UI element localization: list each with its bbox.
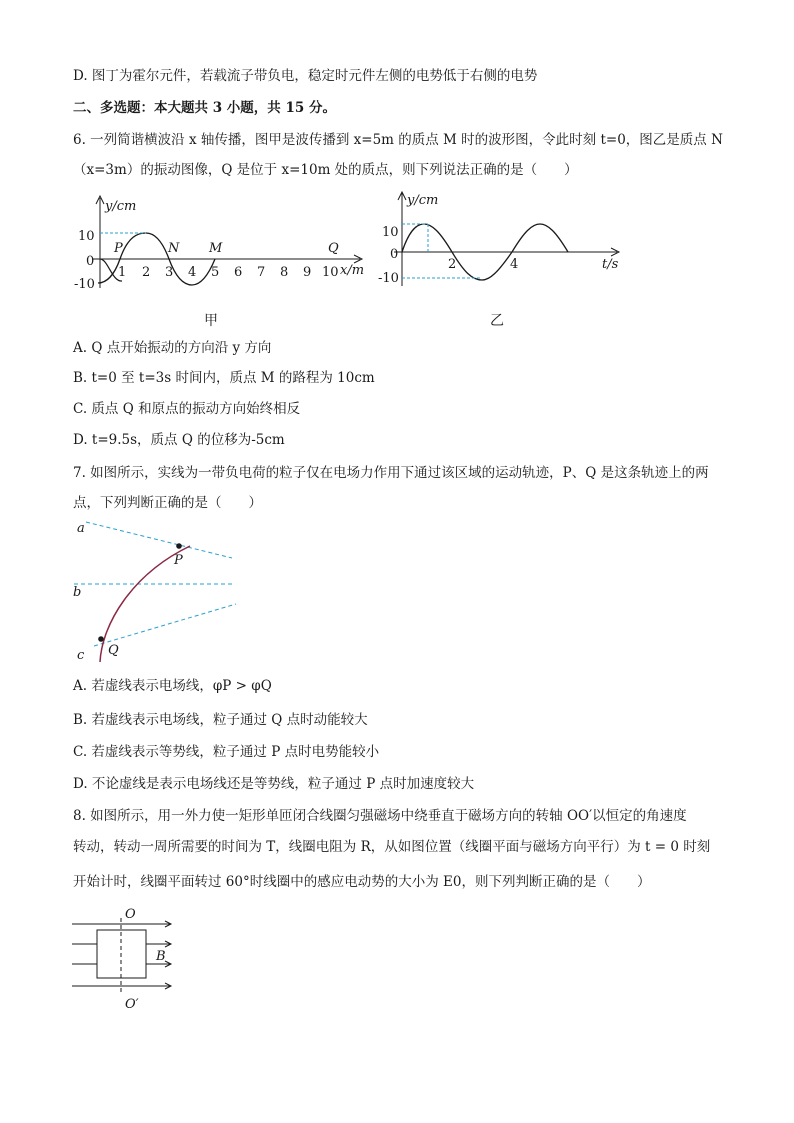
- label-q: Q: [108, 643, 119, 658]
- jia-y10: 10: [78, 229, 95, 244]
- q7-option-b: B. 若虚线表示电场线，粒子通过 Q 点时动能较大: [73, 712, 368, 728]
- q6-stem-1: 6. 一列简谐横波沿 x 轴传播，图甲是波传播到 x=5m 的质点 M 时的波形图，令此时刻 t=0，图乙是质点 N: [73, 132, 723, 148]
- q7-option-c: C. 若虚线表示等势线，粒子通过 P 点时电势能较小: [73, 744, 380, 760]
- yi-y0: 0: [390, 247, 399, 262]
- point-q-dot: [98, 636, 104, 642]
- jia-y0: 0: [86, 254, 95, 269]
- figure-yi-vibration: [372, 186, 632, 296]
- jia-point-p: P: [114, 241, 123, 256]
- q7-stem-2: 点，下列判断正确的是（ ）: [73, 495, 262, 511]
- caption-jia: 甲: [204, 313, 218, 329]
- figure-jia-waveform: [70, 188, 380, 308]
- jia-tick-3: 3: [165, 265, 174, 280]
- label-b-field: B: [156, 949, 166, 964]
- jia-tick-1: 1: [118, 265, 127, 280]
- label-o: O: [125, 907, 136, 922]
- jia-xlabel: x/m: [340, 263, 365, 278]
- caption-yi: 乙: [490, 313, 504, 329]
- figure-q8-coil: [70, 904, 185, 1012]
- yi-ylabel: y/cm: [407, 193, 439, 208]
- jia-point-m: M: [209, 241, 223, 256]
- label-c: c: [77, 648, 85, 663]
- point-p-dot: [176, 543, 182, 549]
- label-b: b: [73, 585, 82, 600]
- yi-xlabel: t/s: [602, 257, 619, 272]
- label-o-prime: O′: [125, 997, 139, 1012]
- q6-option-b: B. t=0 至 t=3s 时间内，质点 M 的路程为 10cm: [73, 370, 375, 386]
- jia-tick-5: 5: [211, 265, 220, 280]
- jia-tick-10: 10: [322, 265, 339, 280]
- q5-option-d: D. 图丁为霍尔元件，若载流子带负电，稳定时元件左侧的电势低于右侧的电势: [73, 68, 538, 84]
- label-a: a: [77, 521, 85, 536]
- q8-stem-3: 开始计时，线圈平面转过 60°时线圈中的感应电动势的大小为 E0，则下列判断正确的是（ ）: [73, 874, 651, 890]
- q6-option-c: C. 质点 Q 和原点的振动方向始终相反: [73, 401, 301, 417]
- yi-ym10: -10: [378, 271, 399, 286]
- jia-tick-7: 7: [257, 265, 266, 280]
- jia-tick-2: 2: [142, 265, 151, 280]
- q6-stem-2: （x=3m）的振动图像，Q 是位于 x=10m 处的质点，则下列说法正确的是（ ）: [73, 162, 578, 178]
- q7-stem-1: 7. 如图所示，实线为一带负电荷的粒子仅在电场力作用下通过该区域的运动轨迹，P、Q 是这条轨迹上的两: [73, 465, 709, 481]
- jia-tick-4: 4: [188, 265, 197, 280]
- figure-q7-trajectory: [70, 514, 245, 666]
- jia-point-q: Q: [328, 241, 339, 256]
- jia-point-n: N: [168, 241, 180, 256]
- yi-tick-2: 2: [448, 257, 457, 272]
- q6-option-a: A. Q 点开始振动的方向沿 y 方向: [73, 340, 272, 356]
- jia-tick-6: 6: [234, 265, 243, 280]
- q8-stem-1: 8. 如图所示，用一外力使一矩形单匝闭合线圈匀强磁场中绕垂直于磁场方向的转轴 OO′以恒定的角速度: [73, 808, 687, 824]
- q6-option-d: D. t=9.5s，质点 Q 的位移为-5cm: [73, 432, 285, 448]
- section-heading: 二、多选题：本大题共 3 小题，共 15 分。: [73, 100, 336, 116]
- yi-tick-4: 4: [510, 257, 519, 272]
- jia-ylabel: y/cm: [105, 199, 137, 214]
- yi-y10: 10: [382, 225, 399, 240]
- label-p: P: [174, 553, 183, 568]
- jia-ym10: -10: [74, 277, 95, 292]
- q7-option-d: D. 不论虚线是表示电场线还是等势线，粒子通过 P 点时加速度较大: [73, 776, 475, 792]
- jia-tick-9: 9: [303, 265, 312, 280]
- q7-option-a: A. 若虚线表示电场线，φP > φQ: [73, 678, 272, 694]
- q8-stem-2: 转动，转动一周所需要的时间为 T，线圈电阻为 R，从如图位置（线圈平面与磁场方向平行）为 t = 0 时刻: [73, 839, 711, 855]
- jia-tick-8: 8: [280, 265, 289, 280]
